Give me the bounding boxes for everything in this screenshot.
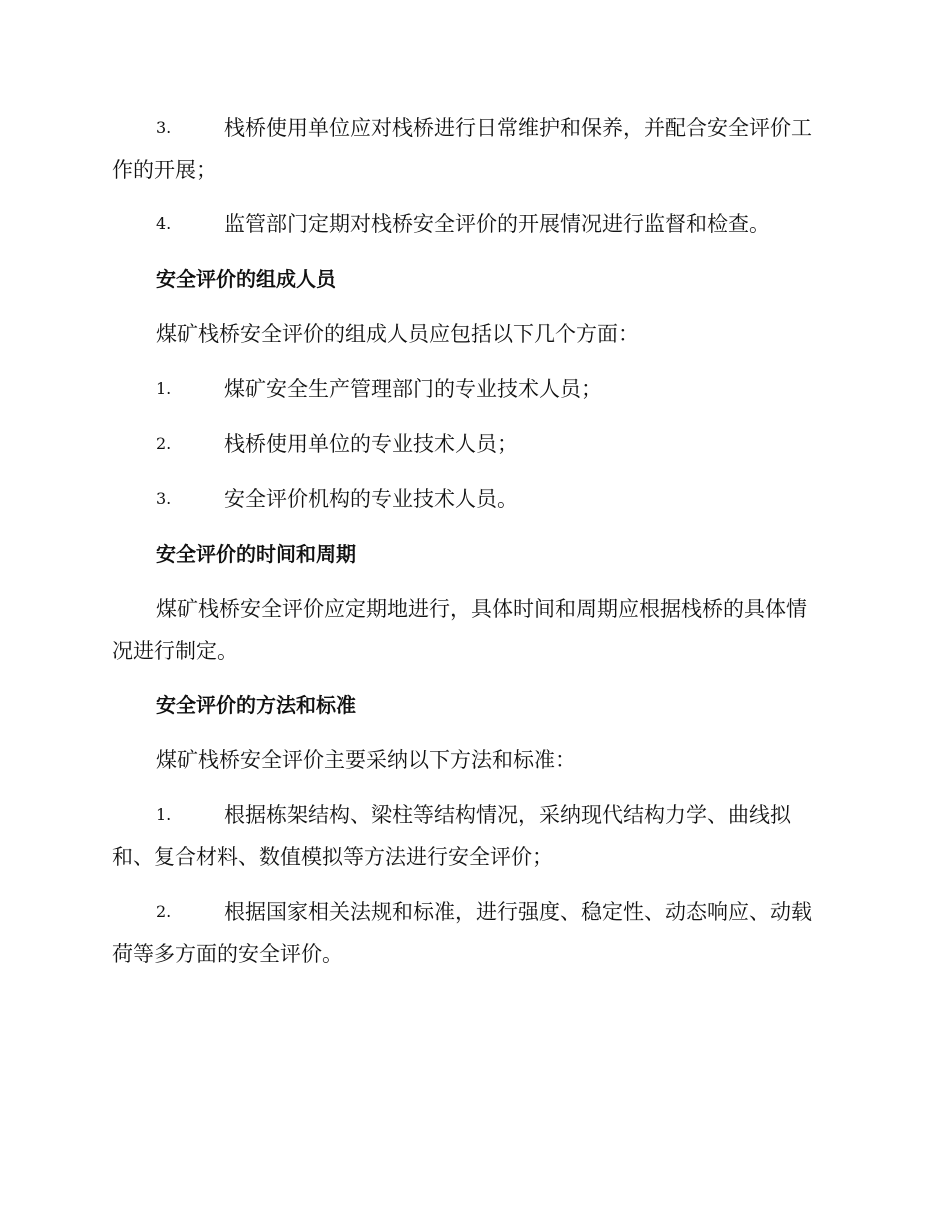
list-item-text: 栈桥使用单位应对栈桥进行日常维护和保养，并配合安全评价工 <box>224 116 812 140</box>
list-item-text: 煤矿安全生产管理部门的专业技术人员； <box>224 377 602 401</box>
section-heading-methods: 安全评价的方法和标准 <box>156 693 356 717</box>
list-item-text-continued: 作的开展； <box>112 158 217 182</box>
list-item-text: 根据栋架结构、梁柱等结构情况，采纳现代结构力学、曲线拟 <box>224 803 791 827</box>
list-item-text: 栈桥使用单位的专业技术人员； <box>224 432 518 456</box>
list-item-number: 1. <box>156 379 172 398</box>
list-item-text-continued: 和、复合材料、数值模拟等方法进行安全评价； <box>112 845 553 869</box>
section-intro: 煤矿栈桥安全评价主要采纳以下方法和标准： <box>156 748 576 772</box>
list-item-text: 监管部门定期对栈桥安全评价的开展情况进行监督和检查。 <box>224 212 770 236</box>
list-item-text: 安全评价机构的专业技术人员。 <box>224 487 518 511</box>
list-item-number: 3. <box>156 118 172 137</box>
list-item-number: 2. <box>156 902 172 921</box>
list-item-number: 2. <box>156 434 172 453</box>
list-item-text-continued: 荷等多方面的安全评价。 <box>112 942 343 966</box>
list-item-number: 1. <box>156 805 172 824</box>
section-heading-personnel: 安全评价的组成人员 <box>156 267 336 291</box>
paragraph-line-continued: 况进行制定。 <box>112 639 238 663</box>
section-heading-timing: 安全评价的时间和周期 <box>156 542 356 566</box>
list-item-number: 4. <box>156 214 172 233</box>
list-item-number: 3. <box>156 489 172 508</box>
section-intro: 煤矿栈桥安全评价的组成人员应包括以下几个方面： <box>156 322 639 346</box>
list-item-text: 根据国家相关法规和标准，进行强度、稳定性、动态响应、动载 <box>224 900 812 924</box>
paragraph-line: 煤矿栈桥安全评价应定期地进行，具体时间和周期应根据栈桥的具体情 <box>156 597 807 621</box>
